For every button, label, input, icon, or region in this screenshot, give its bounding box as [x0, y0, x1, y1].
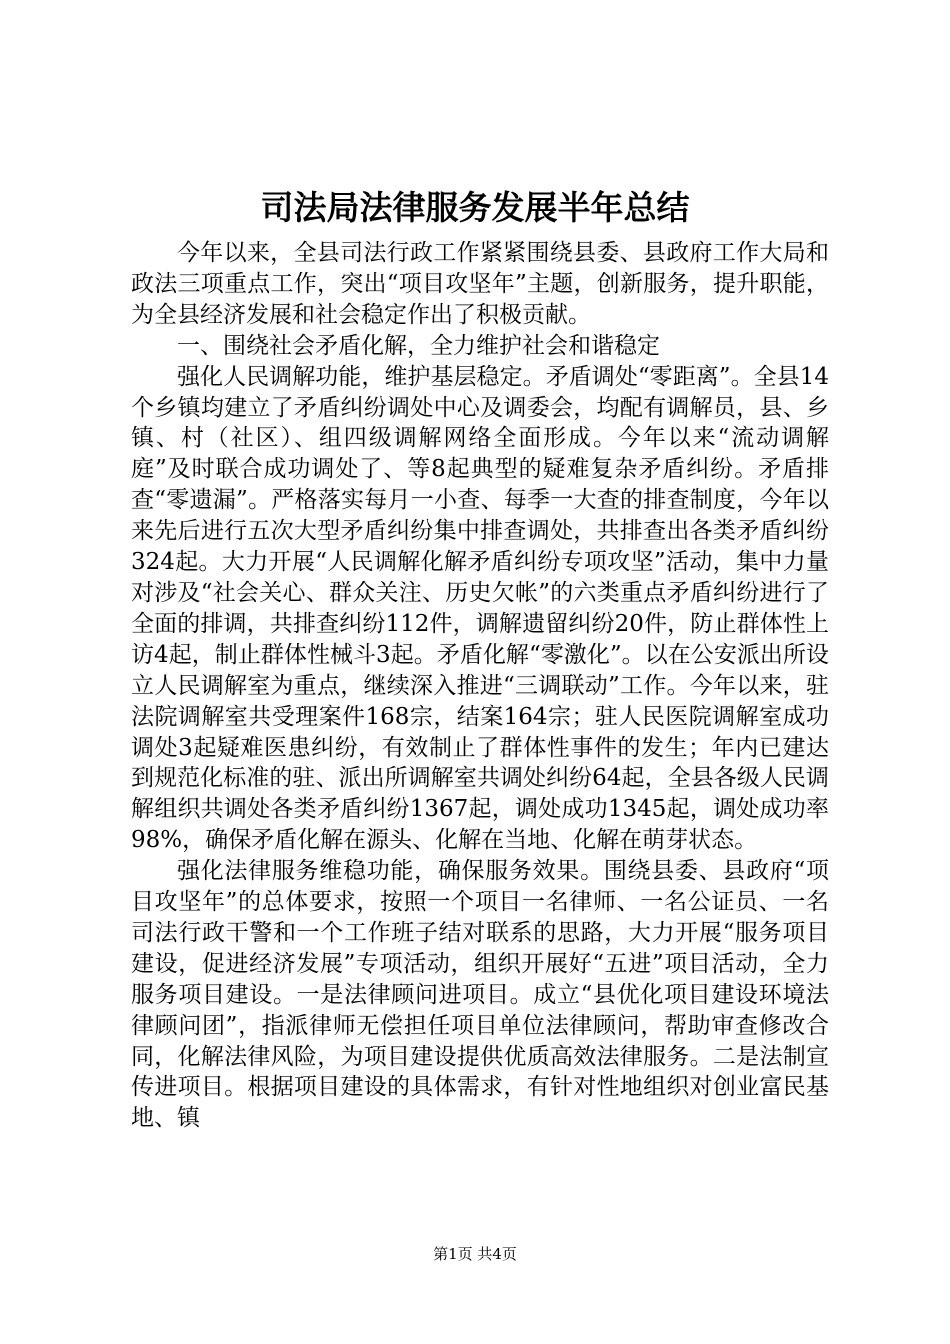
paragraph-legal-service: 强化法律服务维稳功能，确保服务效果。围绕县委、县政府“项目攻坚年”的总体要求，按照一个项目一名律师、一名公证员、一名司法行政干警和一个工作班子结对联系的思路，大力开展“服务项目建设，促进经济发展”专项活动，组织开展好“五进”项目活动，全力服务项目建设。一是法律顾问进项目。成立“县优化项目建设环境法律顾问团”，指派律师无偿担任项目单位法律顾问，帮助审查修改合同，化解法律风险，为项目建设提供优质高效法律服务。二是法制宣传进项目。根据项目建设的具体需求，有针对性地组织对创业富民基地、镇 — [131, 858, 829, 1132]
document-title: 司法局法律服务发展半年总结 — [260, 188, 690, 227]
paragraph-intro: 今年以来，全县司法行政工作紧紧围绕县委、县政府工作大局和政法三项重点工作，突出“项目攻坚年”主题，创新服务，提升职能，为全县经济发展和社会稳定作出了积极贡献。 — [131, 240, 829, 328]
section-heading-1: 一、围绕社会矛盾化解，全力维护社会和谐稳定 — [177, 332, 660, 359]
document-body — [131, 238, 829, 1134]
page-footer: 第1页 共4页 — [433, 1245, 517, 1263]
paragraph-mediation: 强化人民调解功能，维护基层稳定。矛盾调处“零距离”。全县14个乡镇均建立了矛盾纠纷调处中心及调委会，均配有调解员，县、乡镇、村（社区）、组四级调解网络全面形成。今年以来“流动调解庭”及时联合成功调处了、等8起典型的疑难复杂矛盾纠纷。矛盾排查“零遗漏”。严格落实每月一小查、每季一大查的排查制度，今年以来先后进行五次大型矛盾纠纷集中排查调处，共排查出各类矛盾纠纷324起。大力开展“人民调解化解矛盾纠纷专项攻坚”活动，集中力量对涉及“社会关心、群众关注、历史欠帐”的六类重点矛盾纠纷进行了全面的排调，共排查纠纷112件，调解遗留纠纷20件，防止群体性上访4起，制止群体性械斗3起。矛盾化解“零激化”。以在公安派出所设立人民调解室为重点，继续深入推进“三调联动”工作。今年以来，驻法院调解室共受理案件168宗，结案164宗；驻人民医院调解室成功调处3起疑难医患纠纷，有效制止了群体性事件的发生；年内已建达到规范化标准的驻、派出所调解室共调处纠纷64起，全县各级人民调解组织共调处各类矛盾纠纷1367起，调处成功1345起，调处成功率98%，确保矛盾化解在源头、化解在当地、化解在萌芽状态。 — [131, 363, 829, 854]
